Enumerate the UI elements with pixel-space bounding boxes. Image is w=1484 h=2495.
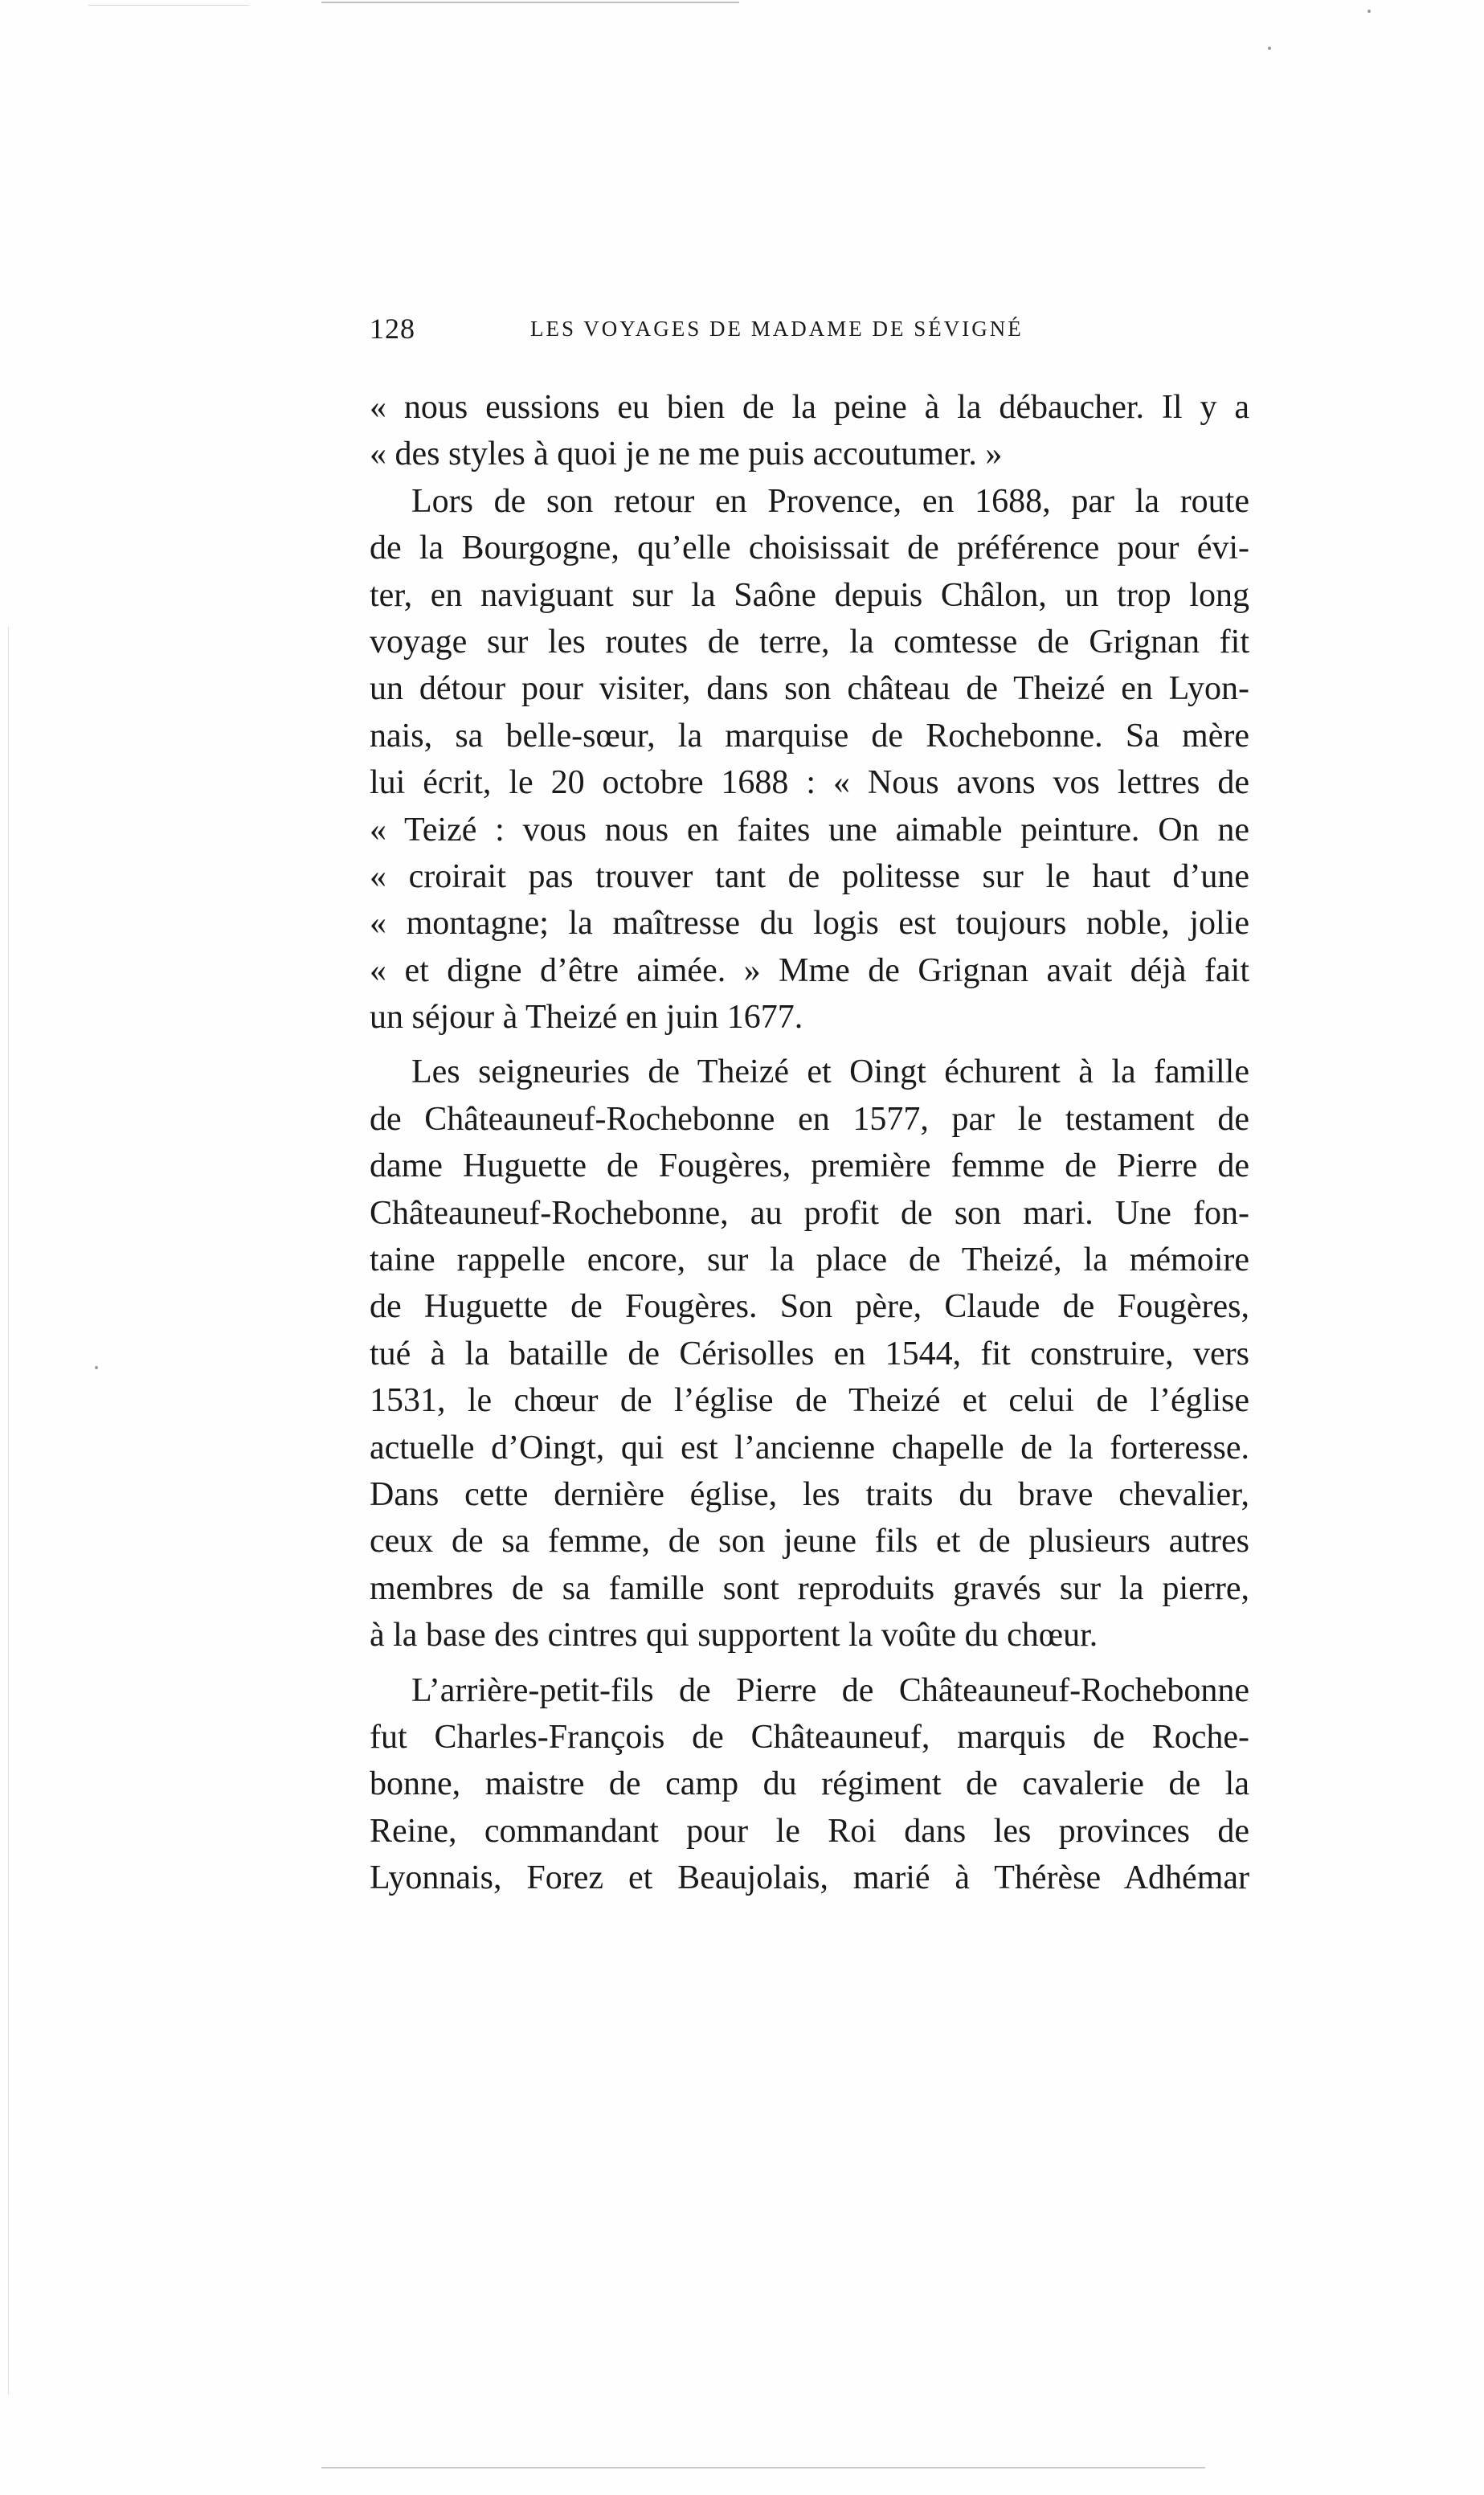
text-line: de Huguette de Fougères. Son père, Claude de Fougères,	[370, 1288, 1249, 1326]
text-line: ceux de sa femme, de son jeune fils et de plusieurs autres	[370, 1523, 1249, 1560]
text-line: « nous eussions eu bien de la peine à la débaucher. Il y a	[370, 389, 1249, 426]
scan-speck	[1268, 47, 1271, 50]
text-line: L’arrière-petit-fils de Pierre de Châteauneuf-Rochebonne	[411, 1671, 1249, 1709]
text-line: ter, en naviguant sur la Saône depuis Châlon, un trop long	[370, 576, 1249, 614]
paragraph	[370, 478, 1249, 1041]
text-line: « des styles à quoi je ne me puis accoutumer. »	[370, 436, 1003, 473]
text-line: actuelle d’Oingt, qui est l’ancienne chapelle de la forteresse.	[370, 1429, 1249, 1466]
text-line: à la base des cintres qui supportent la voûte du chœur.	[370, 1617, 1098, 1654]
text-line: nais, sa belle-sœur, la marquise de Rochebonne. Sa mère	[370, 717, 1249, 755]
running-title: LES VOYAGES DE MADAME DE SÉVIGNÉ	[530, 317, 1024, 341]
scan-edge-bottom	[321, 2467, 1205, 2468]
text-line: « Teizé : vous nous en faites une aimable peinture. On ne	[370, 811, 1249, 849]
text-line: de Châteauneuf-Rochebonne en 1577, par le testament de	[370, 1100, 1249, 1138]
text-line: « montagne; la maîtresse du logis est toujours noble, jolie	[370, 905, 1249, 943]
text-line: tué à la bataille de Cérisolles en 1544, fit construire, vers	[370, 1335, 1249, 1372]
text-line: Lors de son retour en Provence, en 1688, par la route	[411, 482, 1249, 520]
paragraph	[370, 1667, 1249, 1902]
page-header	[370, 305, 1253, 354]
paragraph	[370, 1049, 1249, 1659]
text-line: Les seigneuries de Theizé et Oingt échurent à la famille	[411, 1053, 1249, 1091]
text-line: un détour pour visiter, dans son château de Theizé en Lyon-	[370, 670, 1249, 708]
text-line: Reine, commandant pour le Roi dans les provinces de	[370, 1812, 1249, 1850]
text-line: Dans cette dernière église, les traits du brave chevalier,	[370, 1475, 1249, 1513]
text-line: de la Bourgogne, qu’elle choisissait de préférence pour évi-	[370, 530, 1249, 567]
scan-edge-top-secondary	[88, 5, 249, 6]
text-line: bonne, maistre de camp du régiment de cavalerie de la	[370, 1765, 1249, 1803]
text-line: membres de sa famille sont reproduits gravés sur la pierre,	[370, 1569, 1249, 1607]
scan-edge-top	[321, 2, 739, 3]
text-line: voyage sur les routes de terre, la comtesse de Grignan fit	[370, 623, 1249, 661]
text-line: Lyonnais, Forez et Beaujolais, marié à Thérèse Adhémar	[370, 1859, 1249, 1897]
scan-edge-left	[8, 627, 9, 2395]
text-line: taine rappelle encore, sur la place de Theizé, la mémoire	[370, 1241, 1249, 1279]
text-line: un séjour à Theizé en juin 1677.	[370, 999, 803, 1037]
text-line: « croirait pas trouver tant de politesse sur le haut d’une	[370, 857, 1249, 895]
page-number: 128	[370, 313, 415, 345]
text-line: Châteauneuf-Rochebonne, au profit de son mari. Une fon-	[370, 1194, 1249, 1232]
text-line: dame Huguette de Fougères, première femme de Pierre de	[370, 1147, 1249, 1185]
paragraph	[370, 384, 1249, 478]
text-line: « et digne d’être aimée. » Mme de Grignan avait déjà fait	[370, 951, 1249, 989]
scan-speck	[95, 1366, 98, 1369]
text-line: fut Charles-François de Châteauneuf, marquis de Roche-	[370, 1718, 1249, 1756]
body-text	[370, 384, 1249, 1902]
text-line: 1531, le chœur de l’église de Theizé et celui de l’église	[370, 1382, 1249, 1420]
text-line: lui écrit, le 20 octobre 1688 : « Nous avons vos lettres de	[370, 764, 1249, 802]
scan-speck	[1367, 10, 1371, 13]
